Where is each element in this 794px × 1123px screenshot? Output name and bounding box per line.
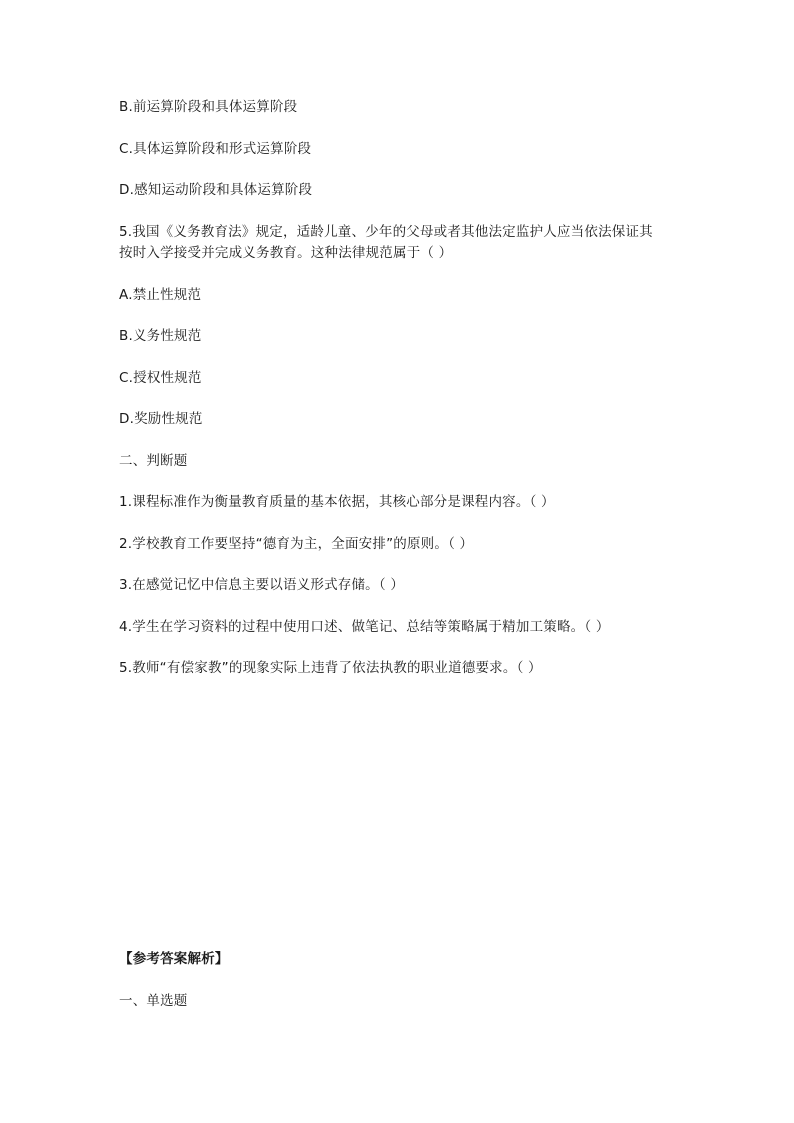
q5-stem-line1: 5.我国《义务教育法》规定，适龄儿童、少年的父母或者其他法定监护人应当依法保证其 — [119, 224, 653, 240]
q5-stem-line2: 按时入学接受并完成义务教育。这种法律规范属于（ ） — [119, 245, 453, 261]
q4-option-d: D.感知运动阶段和具体运算阶段 — [119, 182, 313, 198]
q5-option-b: B.义务性规范 — [119, 328, 202, 344]
judge-item-2: 2.学校教育工作要坚持“德育为主，全面安排”的原则。（ ） — [119, 536, 474, 552]
q5-option-a: A.禁止性规范 — [119, 287, 202, 303]
q5-option-d: D.奖励性规范 — [119, 411, 203, 427]
answers-sub-heading: 一、单选题 — [119, 993, 188, 1009]
judge-item-5: 5.教师“有偿家教”的现象实际上违背了依法执教的职业道德要求。（ ） — [119, 660, 542, 676]
q5-option-c: C.授权性规范 — [119, 370, 202, 386]
q4-option-c: C.具体运算阶段和形式运算阶段 — [119, 141, 312, 157]
section2-heading: 二、判断题 — [119, 453, 188, 469]
q4-option-b: B.前运算阶段和具体运算阶段 — [119, 99, 298, 115]
answers-heading: 【参考答案解析】 — [119, 951, 229, 967]
judge-item-4: 4.学生在学习资料的过程中使用口述、做笔记、总结等策略属于精加工策略。（ ） — [119, 619, 610, 635]
judge-item-3: 3.在感觉记忆中信息主要以语义形式存储。（ ） — [119, 577, 405, 593]
judge-item-1: 1.课程标准作为衡量教育质量的基本依据，其核心部分是课程内容。（ ） — [119, 494, 555, 510]
